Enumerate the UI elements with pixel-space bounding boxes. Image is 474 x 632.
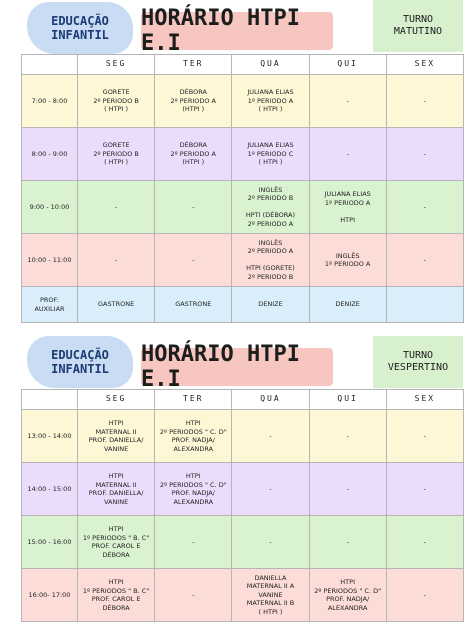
schedule-cell bbox=[386, 128, 463, 181]
cell-line: JULIANA ELIAS bbox=[247, 141, 294, 150]
cell-line: 1º PERIODO A bbox=[324, 198, 371, 207]
cell-line: - bbox=[346, 537, 349, 546]
cell-line: - bbox=[423, 484, 427, 493]
cell-line: HTPI bbox=[185, 419, 201, 427]
schedule-cell bbox=[155, 287, 232, 323]
turno-badge: TURNO VESPERTINO bbox=[373, 336, 463, 388]
schedule-cell bbox=[78, 128, 155, 181]
header-row bbox=[22, 390, 464, 410]
schedule-cell bbox=[232, 287, 309, 323]
schedule-row bbox=[22, 75, 464, 128]
cell-line: ( HTPI ) bbox=[258, 607, 283, 616]
schedule-cell bbox=[232, 234, 309, 287]
cell-line: - bbox=[269, 484, 272, 493]
schedule-cell bbox=[78, 234, 155, 287]
cell-line: 2º PERIODOS " C. D" bbox=[314, 586, 382, 595]
cell-line: VANINE bbox=[103, 497, 129, 506]
cell-line: HTPI (GORETE) bbox=[246, 264, 295, 273]
cell-line: PROF. DANIELLA/ bbox=[88, 436, 144, 444]
cell-line: VANINE bbox=[258, 590, 283, 599]
day-header: QUI bbox=[309, 390, 386, 410]
schedule-cell bbox=[232, 569, 309, 622]
page-title: HORÁRIO HTPI E.I bbox=[141, 348, 333, 386]
cell-line: - bbox=[192, 590, 195, 599]
cell-line: ( HTPI ) bbox=[258, 158, 283, 167]
cell-line: - bbox=[346, 431, 349, 440]
schedule-cell bbox=[155, 410, 232, 463]
time-slot-label: 9:00 - 10:00 bbox=[22, 181, 78, 234]
schedule-cell bbox=[309, 516, 386, 569]
cell-line: VANINE bbox=[103, 444, 129, 453]
schedule-row bbox=[22, 128, 464, 181]
cell-line: 1º PERIODOS " B. C" bbox=[82, 586, 150, 595]
day-header: QUA bbox=[232, 390, 309, 410]
cell-line: - bbox=[423, 255, 427, 264]
cell-line: - bbox=[192, 255, 195, 264]
cell-line: DÉBORA bbox=[102, 603, 130, 612]
schedule-cell bbox=[386, 287, 463, 323]
cell-line: - bbox=[423, 96, 427, 105]
schedule-cell bbox=[309, 463, 386, 516]
cell-line: MATERNAL II A bbox=[246, 582, 295, 591]
schedule-cell bbox=[232, 128, 309, 181]
day-header: SEX bbox=[386, 390, 463, 410]
cell-line: ALEXANDRA bbox=[327, 603, 368, 612]
cell-line: ( HTPI ) bbox=[104, 105, 129, 114]
cell-line: MATERNAL II bbox=[95, 480, 137, 489]
schedule-row bbox=[22, 287, 464, 323]
cell-line: 1º PERIODO A bbox=[324, 260, 371, 268]
schedule-table bbox=[21, 389, 464, 622]
cell-line: HTPI bbox=[340, 578, 355, 586]
cell-line: 2º PERIODO A bbox=[247, 219, 294, 228]
cell-line: - bbox=[114, 255, 118, 264]
day-header: QUA bbox=[232, 55, 309, 75]
time-slot-label: 16:00- 17:00 bbox=[22, 569, 78, 622]
cell-line: MATERNAL II B bbox=[246, 599, 295, 608]
cell-line: GASTRONE bbox=[175, 300, 212, 309]
cell-line: HTPI bbox=[108, 472, 124, 480]
cell-line: DENIZE bbox=[335, 300, 360, 309]
cell-line: - bbox=[423, 590, 427, 599]
education-badge: EDUCAÇÃO INFANTIL bbox=[27, 336, 133, 388]
schedule-cell bbox=[309, 234, 386, 287]
schedule-cell bbox=[386, 410, 463, 463]
time-slot-label: 8:00 - 9:00 bbox=[22, 128, 78, 181]
cell-line: 1º PERIODO A bbox=[247, 96, 294, 105]
cell-line: PROF. CAROL E bbox=[91, 542, 141, 550]
schedule-cell bbox=[386, 181, 463, 234]
schedule-row bbox=[22, 516, 464, 569]
schedule-cell bbox=[386, 463, 463, 516]
schedule-cell bbox=[78, 569, 155, 622]
cell-line bbox=[234, 256, 306, 265]
schedule-cell bbox=[78, 516, 155, 569]
cell-line: DÉBORA bbox=[102, 550, 130, 559]
cell-line: GASTRONE bbox=[98, 300, 135, 309]
schedule-cell bbox=[155, 234, 232, 287]
cell-line: JULIANA ELIAS bbox=[324, 190, 371, 198]
time-slot-label: 13:00 - 14:00 bbox=[22, 410, 78, 463]
cell-line: - bbox=[114, 202, 118, 211]
time-slot-label: 10:00 - 11:00 bbox=[22, 234, 78, 287]
cell-line: - bbox=[269, 431, 272, 440]
schedule-cell bbox=[386, 516, 463, 569]
time-slot-label: PROF: AUXILIAR bbox=[22, 287, 78, 323]
schedule-cell bbox=[232, 516, 309, 569]
schedule-cell bbox=[232, 75, 309, 128]
schedule-cell bbox=[78, 75, 155, 128]
schedule-cell bbox=[232, 181, 309, 234]
cell-line: - bbox=[423, 202, 427, 211]
cell-line: DENIZE bbox=[258, 300, 283, 309]
cell-line: PROF. NADJA/ bbox=[326, 595, 370, 603]
cell-line: 2º PERIODO A bbox=[170, 96, 217, 105]
cell-line: MATERNAL II bbox=[95, 427, 137, 436]
cell-line: 1º PERIODOS " B. C" bbox=[82, 533, 150, 542]
cell-line: PROF. NADJA/ bbox=[171, 436, 215, 444]
schedule-cell bbox=[309, 75, 386, 128]
cell-line: - bbox=[423, 431, 427, 440]
schedule-cell bbox=[309, 410, 386, 463]
cell-line: HTPI bbox=[108, 419, 124, 427]
schedule-cell bbox=[232, 463, 309, 516]
cell-line: - bbox=[423, 149, 427, 158]
cell-line: INGLÊS bbox=[258, 185, 283, 194]
cell-line: PROF. CAROL E bbox=[91, 595, 141, 603]
cell-line: DÉBORA bbox=[179, 88, 207, 97]
cell-line: - bbox=[346, 96, 349, 105]
cell-line: DÉBORA bbox=[179, 141, 207, 150]
schedule-cell bbox=[386, 75, 463, 128]
cell-line: 2º PERIODOS " C. D" bbox=[159, 427, 227, 436]
cell-line: HTPI bbox=[108, 578, 124, 586]
day-header: TER bbox=[155, 390, 232, 410]
time-slot-label: 7:00 - 8:00 bbox=[22, 75, 78, 128]
schedule-cell bbox=[155, 516, 232, 569]
cell-line: ( HTPI ) bbox=[104, 158, 129, 167]
cell-line: HTPI bbox=[185, 472, 201, 480]
cell-line: HTPI bbox=[108, 525, 124, 533]
day-header: SEX bbox=[386, 55, 463, 75]
schedule-cell bbox=[78, 463, 155, 516]
cell-line: - bbox=[346, 149, 349, 158]
education-badge: EDUCAÇÃO INFANTIL bbox=[27, 2, 133, 54]
schedule-cell bbox=[155, 181, 232, 234]
cell-line: - bbox=[346, 484, 349, 493]
cell-line: ( HTPI ) bbox=[258, 105, 283, 114]
schedule-cell bbox=[78, 181, 155, 234]
cell-line: 2º PERIODOS " C. D" bbox=[159, 480, 227, 489]
turno-badge: TURNO MATUTINO bbox=[373, 0, 463, 52]
day-header: SEG bbox=[78, 390, 155, 410]
cell-line: 2º PERIODO A bbox=[170, 149, 217, 158]
cell-line bbox=[234, 203, 306, 212]
cell-line: - bbox=[423, 537, 427, 546]
schedule-cell bbox=[155, 128, 232, 181]
cell-line: - bbox=[192, 537, 195, 546]
time-slot-label: 14:00 - 15:00 bbox=[22, 463, 78, 516]
schedule-cell bbox=[155, 463, 232, 516]
cell-line: - bbox=[192, 202, 195, 211]
cell-line: JULIANA ELIAS bbox=[247, 88, 294, 97]
cell-line: DANIELLA bbox=[254, 573, 287, 582]
cell-line bbox=[312, 207, 384, 216]
schedule-cell bbox=[78, 287, 155, 323]
day-header: QUI bbox=[309, 55, 386, 75]
schedule-cell bbox=[309, 569, 386, 622]
schedule-row bbox=[22, 463, 464, 516]
cell-line: ALEXANDRA bbox=[173, 444, 214, 453]
header-corner bbox=[22, 55, 78, 75]
cell-line: 2º PERIODO B bbox=[93, 149, 139, 158]
cell-line: PROF. DANIELLA/ bbox=[88, 489, 144, 497]
cell-line: HPTI (DÉBORA) bbox=[245, 211, 296, 220]
schedule-row bbox=[22, 234, 464, 287]
schedule-cell bbox=[386, 569, 463, 622]
schedule-cell bbox=[309, 128, 386, 181]
cell-line: 2º PERIODO A bbox=[247, 247, 294, 256]
schedule-cell bbox=[78, 410, 155, 463]
schedule-row bbox=[22, 569, 464, 622]
time-slot-label: 15:00 - 16:00 bbox=[22, 516, 78, 569]
cell-line: (HTPI ) bbox=[182, 105, 205, 114]
header-corner bbox=[22, 390, 78, 410]
schedule-cell bbox=[155, 75, 232, 128]
page-title: HORÁRIO HTPI E.I bbox=[141, 12, 333, 50]
day-header: TER bbox=[155, 55, 232, 75]
cell-line: 2º PERIODO B bbox=[247, 194, 294, 203]
day-header: SEG bbox=[78, 55, 155, 75]
schedule-row bbox=[22, 181, 464, 234]
cell-line: 2º PERIODO B bbox=[93, 96, 139, 105]
cell-line: HTPI bbox=[340, 215, 355, 224]
cell-line bbox=[389, 300, 461, 309]
cell-line: PROF. NADJA/ bbox=[171, 489, 215, 497]
schedule-cell bbox=[232, 410, 309, 463]
cell-line: 2º PERIODO B bbox=[247, 272, 294, 281]
cell-line: ALEXANDRA bbox=[173, 497, 214, 506]
schedule-cell bbox=[309, 181, 386, 234]
cell-line: GORETE bbox=[102, 141, 130, 150]
schedule-row bbox=[22, 410, 464, 463]
schedule-cell bbox=[309, 287, 386, 323]
schedule-cell bbox=[386, 234, 463, 287]
cell-line: INGLÊS bbox=[335, 251, 360, 260]
cell-line: (HTPI ) bbox=[182, 158, 205, 167]
cell-line: INGLÊS bbox=[258, 238, 283, 247]
cell-line: 1º PERIODO C bbox=[247, 149, 294, 158]
cell-line: GORETE bbox=[102, 88, 130, 97]
schedule-table bbox=[21, 54, 464, 323]
schedule-cell bbox=[155, 569, 232, 622]
header-row bbox=[22, 55, 464, 75]
cell-line: - bbox=[269, 537, 272, 546]
